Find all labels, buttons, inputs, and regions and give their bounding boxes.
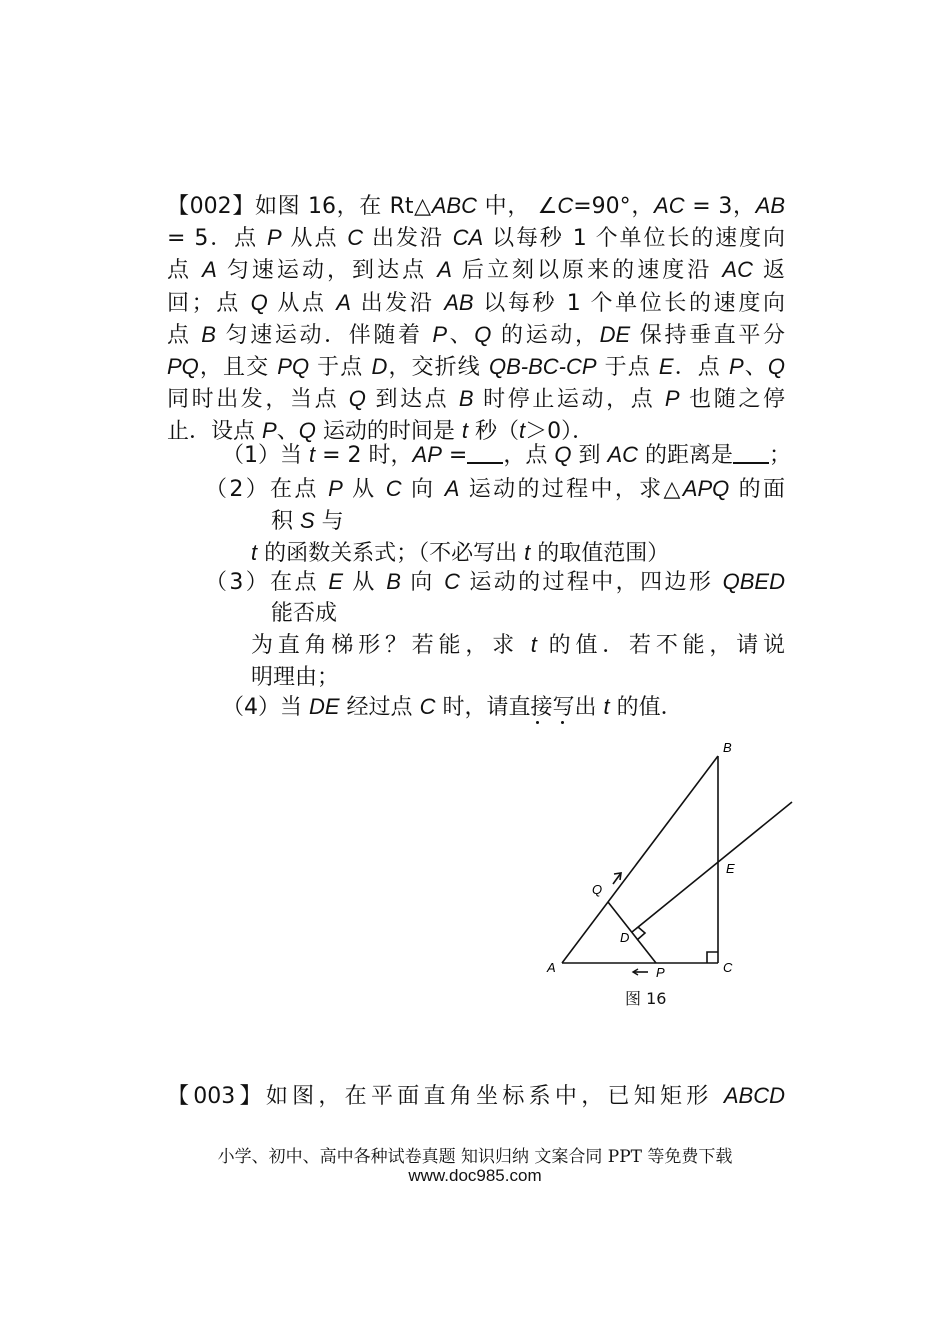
figure-caption: 图 16 xyxy=(625,989,667,1008)
problem-003-statement xyxy=(167,1080,785,1112)
question-3-text: 能否成 xyxy=(271,601,338,627)
right-angle-mark-C xyxy=(707,952,718,963)
math-variable: A xyxy=(202,257,217,283)
math-variable: C xyxy=(385,476,402,501)
math-variable: AC xyxy=(654,193,685,218)
question-3-text: 明理由； xyxy=(251,664,340,690)
emphasis-dot xyxy=(536,721,539,724)
math-variable: B xyxy=(386,569,401,594)
math-variable: A xyxy=(444,476,460,501)
question-3-text: （3）在点 E 从 B 向 C 运动的过程中，四边形 QBED xyxy=(205,569,785,595)
segment-AB xyxy=(562,756,718,963)
question-1 xyxy=(222,439,792,471)
footer-line-1: 小学、初中、高中各种试卷真题 知识归纳 文案合同 PPT 等免费下载 xyxy=(217,1147,733,1167)
emphasis-dot xyxy=(561,721,564,724)
line-DE xyxy=(632,802,792,932)
math-variable: P xyxy=(432,321,448,347)
math-variable: Q xyxy=(298,418,316,444)
answer-blank xyxy=(467,442,503,464)
math-variable: AC xyxy=(722,257,753,283)
label-D: D xyxy=(620,930,630,945)
math-variable: AP xyxy=(412,442,442,467)
question-3-text: 为直角梯形？若能，求 t 的值．若不能，请说 xyxy=(251,632,785,659)
statement-line: 同时出发，当点 Q 到达点 B 时停止运动，点 P 也随之停 xyxy=(167,386,785,413)
math-variable: P xyxy=(262,418,277,444)
math-variable: APQ xyxy=(682,476,730,501)
math-variable: t xyxy=(524,540,531,566)
question-2 xyxy=(205,473,785,570)
math-variable: P xyxy=(664,386,680,412)
segment-PQ xyxy=(608,902,656,963)
question-2-text: （2）在点 P 从 C 向 A 运动的过程中，求△APQ 的面 xyxy=(205,476,785,502)
label-C: C xyxy=(723,960,733,975)
math-variable: C xyxy=(557,193,574,218)
math-variable: Q xyxy=(767,354,785,380)
statement-line: 回；点 Q 从点 A 出发沿 AB 以每秒 1 个单位长的速度向 xyxy=(167,289,785,316)
question-4 xyxy=(222,691,792,723)
statement-line: PQ，且交 PQ 于点 D，交折线 QB-BC-CP 于点 E．点 P、Q xyxy=(167,354,785,381)
math-variable: t xyxy=(309,442,316,467)
math-variable: ABCD xyxy=(723,1083,785,1108)
label-A: A xyxy=(547,960,556,975)
right-angle-mark-D xyxy=(637,927,645,940)
math-variable: A xyxy=(336,289,351,315)
math-variable: AB xyxy=(755,193,785,218)
math-variable: t xyxy=(530,632,537,658)
math-variable: PQ xyxy=(277,354,310,380)
math-variable: C xyxy=(444,569,460,594)
math-variable: E xyxy=(658,354,674,380)
math-variable: B xyxy=(458,386,474,412)
math-variable: t xyxy=(461,418,468,444)
question-1-text: （1）当 t = 2 时，AP = ，点 Q 到 AC 的距离是 ； xyxy=(222,442,792,468)
math-variable: Q xyxy=(250,289,268,315)
math-variable: A xyxy=(437,257,452,283)
math-variable: AB xyxy=(444,289,474,315)
math-variable: Q xyxy=(474,321,492,347)
footer-url: www.doc985.com xyxy=(408,1166,542,1185)
math-variable: B xyxy=(201,321,216,347)
label-P: P xyxy=(656,965,665,980)
math-variable: PQ xyxy=(167,354,199,380)
math-variable: QB-BC-CP xyxy=(488,354,597,380)
math-variable: S xyxy=(300,508,315,534)
question-2-text: 积 S 与 xyxy=(271,508,344,535)
math-variable: QBED xyxy=(722,569,785,594)
math-variable: E xyxy=(328,569,344,594)
question-4-text: （4）当 DE 经过点 C 时，请直接写出 t 的值． xyxy=(222,694,683,720)
math-variable: CA xyxy=(452,225,484,251)
math-variable: DE xyxy=(309,694,340,719)
statement-line: 点 B 匀速运动．伴随着 P、Q 的运动，DE 保持垂直平分 xyxy=(167,321,785,348)
statement-line: 【003】如图，在平面直角坐标系中，已知矩形 ABCD xyxy=(167,1083,785,1109)
statement-line: 【002】如图 16，在 Rt△ABC 中， ∠C=90°，AC = 3，AB xyxy=(167,193,785,219)
label-Q: Q xyxy=(592,882,603,897)
math-variable: P xyxy=(728,354,744,380)
geometry-figure xyxy=(540,736,800,1016)
question-2-text: t 的函数关系式；（不必写出 t 的取值范围） xyxy=(251,540,670,567)
math-variable: Q xyxy=(348,386,366,412)
problem-002-statement xyxy=(167,190,785,448)
math-variable: AC xyxy=(607,442,639,467)
label-B: B xyxy=(723,740,732,755)
math-variable: P xyxy=(328,476,343,501)
statement-line: 点 A 匀速运动，到达点 A 后立刻以原来的速度沿 AC 返 xyxy=(167,257,785,284)
math-variable: ABC xyxy=(431,193,477,218)
math-variable: P xyxy=(266,225,282,251)
math-variable: C xyxy=(419,694,436,719)
math-variable: Q xyxy=(554,442,572,467)
answer-blank xyxy=(733,442,769,464)
math-variable: D xyxy=(371,354,388,380)
statement-line: 止．设点 P、Q 运动的时间是 t 秒（t＞0）． xyxy=(167,418,595,445)
label-E: E xyxy=(726,861,735,876)
math-variable: t xyxy=(251,540,258,566)
math-variable: t xyxy=(603,694,610,719)
statement-line: = 5．点 P 从点 C 出发沿 CA 以每秒 1 个单位长的速度向 xyxy=(167,225,785,252)
math-variable: C xyxy=(347,225,364,251)
question-3 xyxy=(205,566,785,693)
math-variable: DE xyxy=(599,321,631,347)
math-variable: t xyxy=(518,418,526,444)
